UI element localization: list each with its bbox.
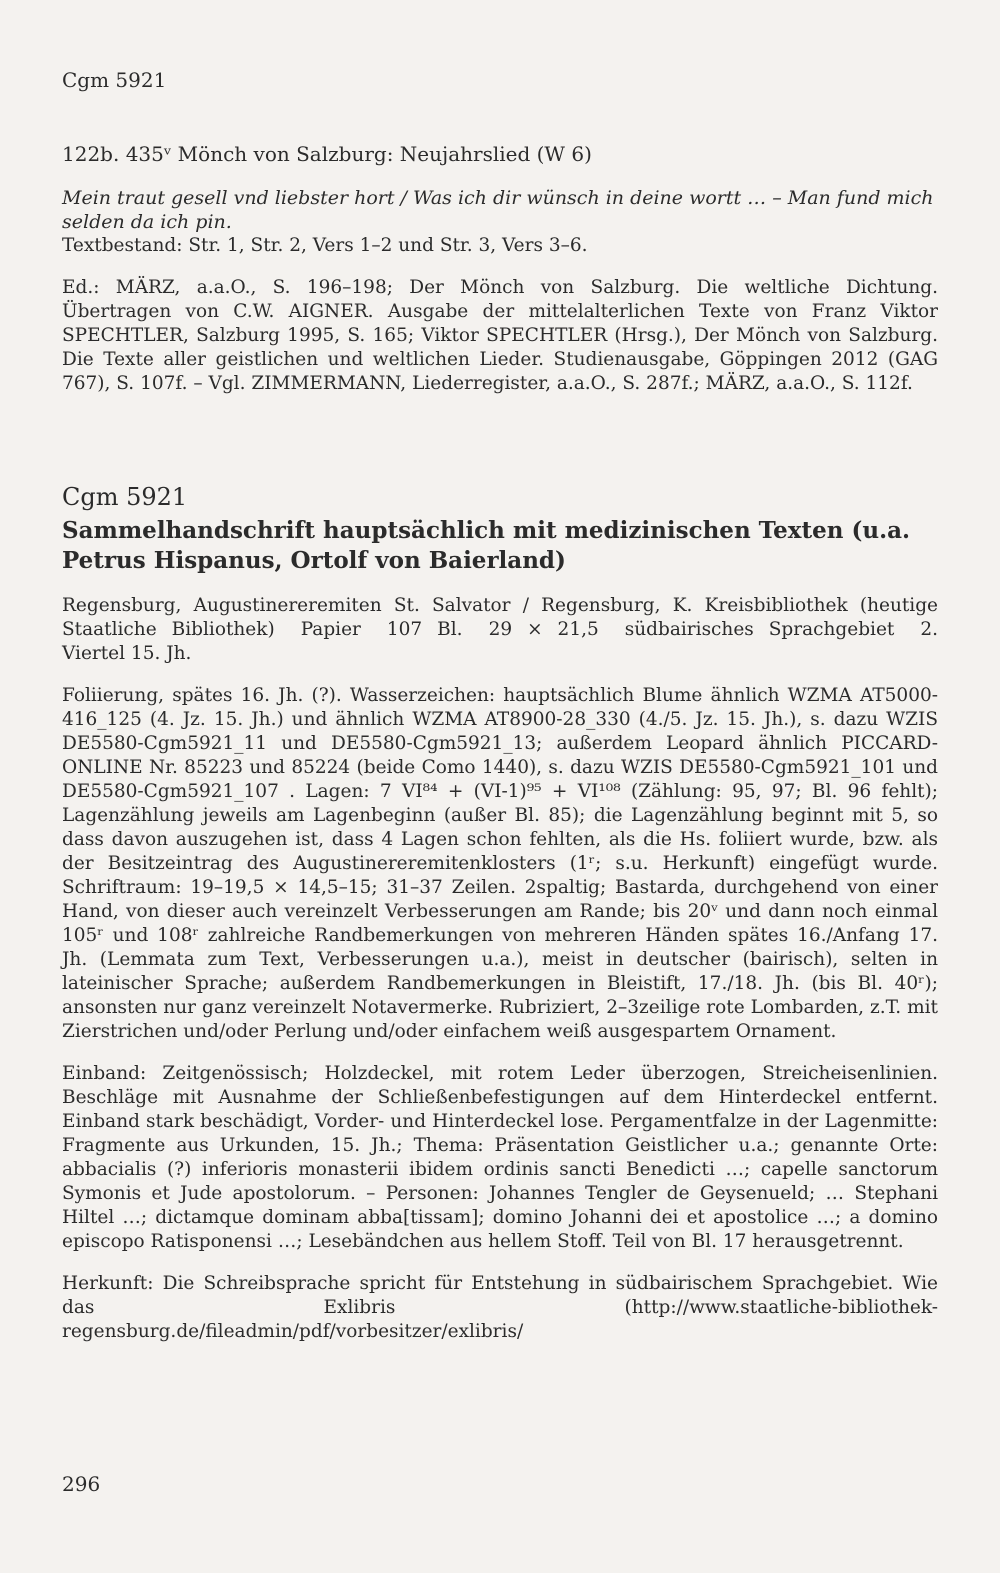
page-number: 296 — [62, 1472, 101, 1496]
manuscript-description: Foliierung, spätes 16. Jh. (?). Wasserzeichen: hauptsächlich Blume ähnlich WZMA AT5000-416_125 (4. Jz. 15. Jh.) und ähnlich WZMA AT8900-28_330 (4./5. Jz. 15. Jh.), s. dazu WZIS DE5580-Cgm5921_11 und DE5580-Cgm5921_13; außerdem Leopard ähnlich PICCARD-ONLINE Nr. 85223 und 85224 (beide Como 1440), s. dazu WZIS DE5580-Cgm5921_101 und DE5580-Cgm5921_107 . Lagen: 7 VI⁸⁴ + (VI-1)⁹⁵ + VI¹⁰⁸ (Zählung: 95, 97; Bl. 96 fehlt); Lagenzählung jeweils am Lagenbeginn (außer Bl. 85); die Lagenzählung beginnt mit 5, so dass davon auszugehen ist, dass 4 Lagen schon fehlten, als die Hs. foliiert wurde, bzw. als der Besitzeintrag des Augustinereremitenklosters (1ʳ; s.u. Herkunft) eingefügt wurde. Schriftraum: 19–19,5 × 14,5–15; 31–37 Zeilen. 2spaltig; Bastarda, durchgehend von einer Hand, von dieser auch vereinzelt Verbesserungen am Rande; bis 20ᵛ und dann noch einmal 105ʳ und 108ʳ zahlreiche Randbemerkungen von mehreren Händen spätes 16./Anfang 17. Jh. (Lemmata zum Text, Verbesserungen u.a.), meist in deutscher (bairisch), selten in lateinischer Sprache; außerdem Randbemerkungen in Bleistift, 17./18. Jh. (bis Bl. 40ʳ); ansonsten nur ganz vereinzelt Notavermerke. Rubriziert, 2–3zeilige rote Lombarden, z.T. mit Zierstrichen und/oder Perlung und/oder einfachem weiß ausgespartem Ornament. — [62, 685, 938, 1042]
manuscript-title: Sammelhandschrift hauptsächlich mit medizinischen Texten (u.a. Petrus Hispanus, Ortolf von Baierland) — [62, 517, 911, 574]
manuscript-shelfmark: Cgm 5921 — [62, 483, 188, 511]
meta-material: Papier — [300, 619, 361, 640]
meta-leaves: 107 Bl. — [386, 619, 463, 640]
manuscript-meta — [62, 594, 938, 666]
meta-provenance: Regensburg, Augustinereremiten St. Salvator / Regensburg, K. Kreisbibliothek (heutige Staatliche Bibliothek) — [62, 595, 938, 640]
meta-size: 29 × 21,5 — [488, 619, 599, 640]
entry-editions: Ed.: MÄRZ, a.a.O., S. 196–198; Der Mönch von Salzburg. Die weltliche Dichtung. Übertragen von C.W. AIGNER. Ausgabe der mittelalterlichen Texte von Franz Viktor SPECHTLER, Salzburg 1995, S. 165; Viktor SPECHTLER (Hrsg.), Der Mönch von Salzburg. Die Texte aller geistlichen und weltlichen Lieder. Studienausgabe, Göppingen 2012 (GAG 767), S. 107f. – Vgl. ZIMMERMANN, Liederregister, a.a.O., S. 287f.; MÄRZ, a.a.O., S. 112f. — [62, 277, 938, 394]
entry-textbestand: Textbestand: Str. 1, Str. 2, Vers 1–2 und Str. 3, Vers 3–6. — [62, 235, 588, 256]
meta-region: südbairisches Sprachgebiet — [624, 619, 895, 640]
entry-incipit: Mein traut gesell vnd liebster hort / Was ich dir wünsch in deine wortt … – Man fund mich selden da ich pin. — [62, 187, 934, 233]
running-head: Cgm 5921 — [62, 68, 167, 92]
entry-heading: 122b. 435ᵛ Mönch von Salzburg: Neujahrslied (W 6) — [62, 142, 592, 166]
manuscript-origin: Herkunft: Die Schreibsprache spricht für Entstehung in südbairischem Sprachgebiet. Wie das Exlibris (http://www.staatliche-bibliothek-regensburg.de/fileadmin/pdf/vorbesitzer/exlibris/ — [62, 1273, 938, 1342]
meta-date: 2. Viertel 15. Jh. — [62, 619, 939, 664]
manuscript-binding: Einband: Zeitgenössisch; Holzdeckel, mit rotem Leder überzogen, Streicheisenlinien. Beschläge mit Ausnahme der Schließenbefestigungen auf dem Hinterdeckel entfernt. Einband stark beschädigt, Vorder- und Hinterdeckel lose. Pergamentfalze in der Lagenmitte: Fragmente aus Urkunden, 15. Jh.; Thema: Präsentation Geistlicher u.a.; genannte Orte: abbacialis (?) inferioris monasterii ibidem ordinis sancti Benedicti …; capelle sanctorum Symonis et Jude apostolorum. – Personen: Johannes Tengler de Geysenueld; … Stephani Hiltel …; dictamque dominam abba[tissam]; domino Johanni dei et apostolice …; a domino episcopo Ratisponensi …; Lesebändchen aus hellem Stoff. Teil von Bl. 17 herausgetrennt. — [62, 1063, 938, 1252]
